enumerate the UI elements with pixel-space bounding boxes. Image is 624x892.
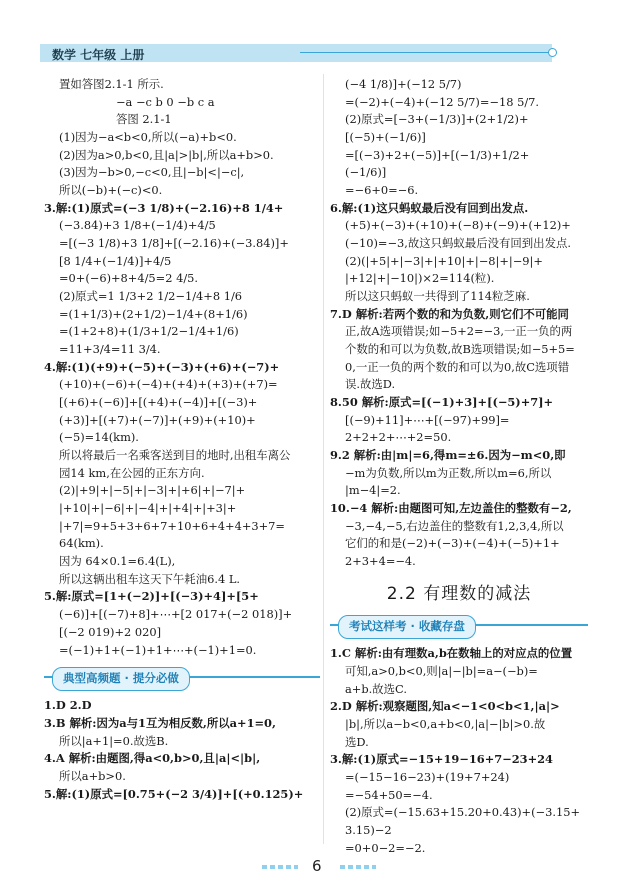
header-rule <box>300 52 550 53</box>
text-line: =−6+0=−6. <box>345 183 419 198</box>
header-title: 数学 七年级 上册 <box>52 48 145 62</box>
text-line: =−54+50=−4. <box>345 787 433 802</box>
text-line: 所以(−b)+(−c)<0. <box>59 183 163 198</box>
text-line: 园14 km,在公园的正东方向. <box>59 465 205 480</box>
text-line: 3.B 解析:因为a与1互为相反数,所以a+1=0, <box>44 715 276 730</box>
section-title: 2.2 有理数的减法 <box>386 583 532 604</box>
text-line: 10.−4 解析:由题图可知,左边盖住的整数有−2, <box>330 501 572 516</box>
text-line: 3.15)−2 <box>345 822 392 837</box>
text-line: 1.C 解析:由有理数a,b在数轴上的对应点的位置 <box>330 646 573 661</box>
text-line: 答图 2.1-1 <box>116 112 172 127</box>
text-line: 5.解:原式=[1+(−2)]+[(−3)+4]+[5+ <box>44 589 259 604</box>
text-line: 它们的和是(−2)+(−3)+(−4)+(−5)+1+ <box>345 536 560 551</box>
text-line: −a −c b 0 −b c a <box>116 94 215 109</box>
text-line: (1)因为−a<b<0,所以(−a)+b<0. <box>59 130 237 145</box>
section-banner <box>44 667 320 689</box>
text-line: (−10)=−3,故这只蚂蚁最后没有回到出发点. <box>345 236 571 251</box>
text-line: (2)|+9|+|−5|+|−3|+|+6|+|−7|+ <box>59 483 246 498</box>
text-line: 8.50 解析:原式=[(−1)+3]+[(−5)+7]+ <box>330 395 554 410</box>
text-line: 所以这辆出租车这天下午耗油6.4 L. <box>59 571 240 586</box>
text-line: 所以|a+1|=0.故选B. <box>59 733 169 748</box>
text-line: (+5)+(−3)+(+10)+(−8)+(−9)+(+12)+ <box>345 218 571 233</box>
text-line: a+b.故选C. <box>345 681 407 696</box>
text-line: (2)因为a>0,b<0,且|a|>|b|,所以a+b>0. <box>59 147 274 162</box>
header-dot-icon <box>548 48 557 57</box>
text-line: (+3)]+[(+7)+(−7)]+(+9)+(+10)+ <box>59 412 256 427</box>
text-line: 64(km). <box>59 536 104 551</box>
text-line: 置如答图2.1-1 所示. <box>59 77 164 91</box>
text-line: |+12|+|−10|)×2=114(粒). <box>345 271 495 286</box>
text-line: =[(−3)+2+(−5)]+[(−1/3)+1/2+ <box>345 147 530 162</box>
text-line: 个数的和可以为负数,故B选项错误;如−5+5= <box>345 342 575 357</box>
text-line: |+7|=9+5+3+6+7+10+6+4+4+3+7= <box>59 518 285 533</box>
text-line: =[(−3 1/8)+3 1/8]+[(−2.16)+(−3.84)]+ <box>59 236 289 251</box>
text-line: −3,−4,−5,右边盖住的整数有1,2,3,4,所以 <box>345 518 564 533</box>
text-line: 2+3+4=−4. <box>345 554 416 569</box>
text-line: (−1/6)] <box>345 165 387 180</box>
text-line: =0+(−6)+8+4/5=2 4/5. <box>59 271 199 286</box>
text-line: [(−2 019)+2 020] <box>59 624 162 639</box>
text-line: |+10|+|−6|+|−4|+|+4|+|+3|+ <box>59 501 237 516</box>
text-line: 3.解:(1)原式=(−3 1/8)+(−2.16)+8 1/4+ <box>44 200 284 215</box>
text-line: =(−15−16−23)+(19+7+24) <box>345 769 510 784</box>
text-line: 所以这只蚂蚁一共得到了114粒芝麻. <box>345 289 530 304</box>
text-line: 3.解:(1)原式=−15+19−16+7−23+24 <box>330 752 553 767</box>
text-line: 正,故A选项错误;如−5+2=−3,一正一负的两 <box>345 324 573 339</box>
text-line: 1.D 2.D <box>44 698 92 713</box>
text-line: 可知,a>0,b<0,则|a|−|b|=a−(−b)= <box>345 663 538 678</box>
text-line: [(+6)+(−6)]+[(+4)+(−4)]+[(−3)+ <box>59 395 258 410</box>
text-line: (3)因为−b>0,−c<0,且|−b|<|−c|, <box>59 165 245 180</box>
text-line: 4.解:(1)(+9)+(−5)+(−3)+(+6)+(−7)+ <box>44 359 280 374</box>
text-line: (2)原式=1 1/3+2 1/2−1/4+8 1/6 <box>59 289 243 304</box>
text-line: =(1+2+8)+(1/3+1/2−1/4+1/6) <box>59 324 239 339</box>
text-line: (−4 1/8)]+(−12 5/7) <box>345 77 462 91</box>
text-line: −m为负数,所以m为正数,所以m=6,所以 <box>345 465 552 480</box>
text-line: 2+2+2+⋯+2=50. <box>345 430 452 445</box>
text-line: =0+0−2=−2. <box>345 840 426 855</box>
text-line: (+10)+(−6)+(−4)+(+4)+(+3)+(+7)= <box>59 377 278 392</box>
right-column <box>330 76 588 857</box>
text-line: (−3.84)+3 1/8+(−1/4)+4/5 <box>59 218 216 233</box>
text-line: |b|,所以a−b<0,a+b<0,|a|−|b|>0.故 <box>345 716 546 731</box>
page-number-decoration-left <box>262 865 298 869</box>
text-line: 所以将最后一名乘客送到目的地时,出租车离公 <box>59 448 291 463</box>
banner-label: 考试这样考 · 收藏存盘 <box>338 615 476 639</box>
page-number-decoration-right <box>340 865 376 869</box>
banner-label: 典型高频题 · 提分必做 <box>52 667 190 691</box>
text-line: 4.A 解析:由题图,得a<0,b>0,且|a|<|b|, <box>44 751 261 766</box>
text-line: 选D. <box>345 734 369 749</box>
text-line: 2.D 解析:观察题图,知a<−1<0<b<1,|a|> <box>330 699 560 714</box>
text-line: [8 1/4+(−1/4)]+4/5 <box>59 253 172 268</box>
text-line: 5.解:(1)原式=[0.75+(−2 3/4)]+[(+0.125)+ <box>44 786 304 801</box>
text-line: =(−1)+1+(−1)+1+⋯+(−1)+1=0. <box>59 642 257 657</box>
text-line: |m−4|=2. <box>345 483 401 498</box>
text-line: 0,一正一负的两个数的和可以为0,故C选项错 <box>345 359 570 374</box>
text-line: (−5)=14(km). <box>59 430 139 445</box>
text-line: (2)原式=(−15.63+15.20+0.43)+(−3.15+ <box>345 805 580 820</box>
text-line: 7.D 解析:若两个数的和为负数,则它们不可能同 <box>330 306 569 321</box>
text-line: [(−9)+11]+⋯+[(−97)+99]= <box>345 412 510 427</box>
text-line: =11+3/4=11 3/4. <box>59 342 161 357</box>
column-divider <box>323 74 324 844</box>
text-line: 误.故选D. <box>345 377 396 392</box>
text-line: 6.解:(1)这只蚂蚁最后没有回到出发点. <box>330 200 529 215</box>
text-line: =(1+1/3)+(2+1/2)−1/4+(8+1/6) <box>59 306 248 321</box>
left-column <box>44 76 320 803</box>
text-line: 9.2 解析:由|m|=6,得m=±6.因为−m<0,即 <box>330 448 566 463</box>
text-line: 所以a+b>0. <box>59 768 126 783</box>
text-line: 因为 64×0.1=6.4(L), <box>59 554 176 569</box>
text-line: (−6)]+[(−7)+8]+⋯+[2 017+(−2 018)]+ <box>59 607 293 622</box>
text-line: [(−5)+(−1/6)] <box>345 130 426 145</box>
page-number: 6 <box>312 857 322 875</box>
section-banner <box>330 615 588 637</box>
text-line: =(−2)+(−4)+(−12 5/7)=−18 5/7. <box>345 94 540 109</box>
text-line: (2)(|+5|+|−3|+|+10|+|−8|+|−9|+ <box>345 253 543 268</box>
text-line: (2)原式=[−3+(−1/3)]+(2+1/2)+ <box>345 112 529 127</box>
